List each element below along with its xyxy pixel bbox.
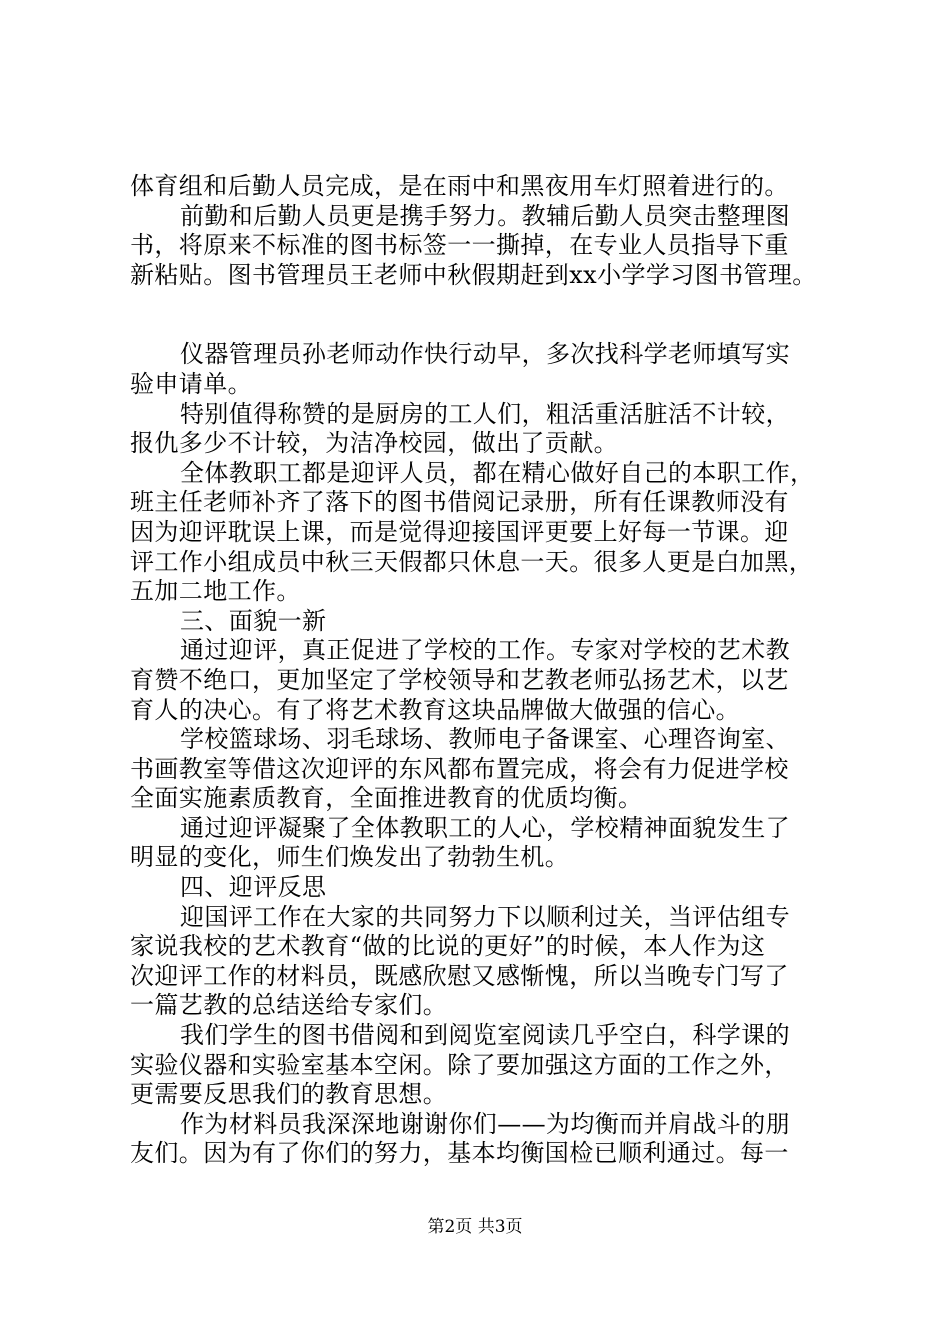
text-line: 因为迎评耽误上课，而是觉得迎接国评更要上好每一节课。迎	[130, 517, 789, 546]
text-line: 育赞不绝口，更加坚定了学校领导和艺教老师弘扬艺术，以艺	[130, 665, 789, 694]
text-line: 全面实施素质教育，全面推进教育的优质均衡。	[130, 784, 643, 813]
text-line: 体育组和后勤人员完成，是在雨中和黑夜用车灯照着进行的。	[130, 172, 789, 200]
text-line: 一篇艺教的总结送给专家们。	[130, 991, 448, 1020]
text-line: 特别值得称赞的是厨房的工人们，粗活重活脏活不计较，	[180, 399, 790, 428]
text-line: 评工作小组成员中秋三天假都只休息一天。很多人更是白加黑，	[130, 547, 814, 576]
text-line: 班主任老师补齐了落下的图书借阅记录册，所有任课教师没有	[130, 488, 789, 517]
text-line: 通过迎评凝聚了全体教职工的人心，学校精神面貌发生了	[180, 813, 790, 842]
text-line: 实验仪器和实验室基本空闲。除了要加强这方面的工作之外，	[130, 1050, 789, 1079]
document-body	[130, 172, 830, 1169]
text-line: 报仇多少不计较，为洁净校园，做出了贡献。	[130, 429, 618, 458]
text-line: 仪器管理员孙老师动作快行动早，多次找科学老师填写实	[180, 340, 790, 369]
text-line: 更需要反思我们的教育思想。	[130, 1080, 448, 1109]
text-line: 全体教职工都是迎评人员，都在精心做好自己的本职工作，	[180, 458, 815, 487]
text-line: 作为材料员我深深地谢谢你们——为均衡而并肩战斗的朋	[180, 1109, 790, 1138]
text-line: 四、迎评反思	[180, 873, 327, 902]
page-footer: 第2页 共3页	[427, 1217, 523, 1237]
text-line: 育人的决心。有了将艺术教育这块品牌做大做强的信心。	[130, 695, 740, 724]
text-line: 迎国评工作在大家的共同努力下以顺利过关，当评估组专	[180, 902, 790, 931]
text-line: 次迎评工作的材料员，既感欣慰又感惭愧，所以当晚专门写了	[130, 961, 789, 990]
text-line: 家说我校的艺术教育“做的比说的更好”的时候，本人作为这	[130, 932, 766, 961]
text-line: 五加二地工作。	[130, 577, 301, 606]
text-line: 通过迎评，真正促进了学校的工作。专家对学校的艺术教	[180, 636, 790, 665]
text-line: 书，将原来不标准的图书标签一一撕掉，在专业人员指导下重	[130, 231, 789, 260]
text-line: 三、面貌一新	[180, 606, 327, 635]
text-line: 书画教室等借这次迎评的东风都布置完成，将会有力促进学校	[130, 754, 789, 783]
paragraph-gap	[130, 290, 830, 340]
text-line: 我们学生的图书借阅和到阅览室阅读几乎空白，科学课的	[180, 1021, 790, 1050]
text-line: 明显的变化，师生们焕发出了勃勃生机。	[130, 843, 570, 872]
text-line: 新粘贴。图书管理员王老师中秋假期赶到xx小学学习图书管理。	[130, 260, 817, 289]
text-line: 友们。因为有了你们的努力，基本均衡国检已顺利通过。每一	[130, 1139, 789, 1168]
text-line: 学校篮球场、羽毛球场、教师电子备课室、心理咨询室、	[180, 725, 790, 754]
text-line: 验申请单。	[130, 369, 252, 398]
text-line: 前勤和后勤人员更是携手努力。教辅后勤人员突击整理图	[180, 201, 790, 230]
